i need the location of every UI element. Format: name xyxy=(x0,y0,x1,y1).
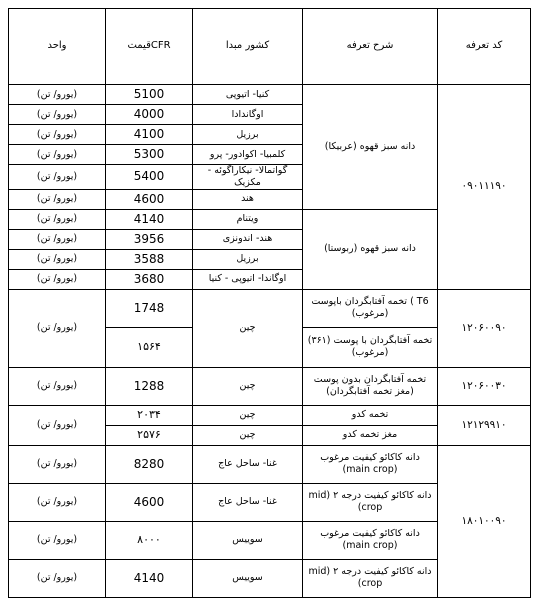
unit-cell: (یورو/ تن) xyxy=(9,229,106,249)
header-tariff-code: کد تعرفه xyxy=(438,9,531,85)
description-cell: دانه کاکائو کیفیت مرغوب (main crop) xyxy=(303,521,438,559)
price-cell: ۱۵۶۴ xyxy=(106,327,193,367)
unit-cell: (یورو/ تن) xyxy=(9,145,106,165)
tariff-code-cell: ۱۸۰۱۰۰۹۰ xyxy=(438,445,531,597)
tariff-code-cell: ۱۲۱۲۹۹۱۰ xyxy=(438,405,531,445)
description-cell: دانه سبز قهوه (عربیکا) xyxy=(303,85,438,210)
description-cell: تخمه آفتابگردان با پوست (۳۶۱) (مرغوب) xyxy=(303,327,438,367)
price-cell: 4600 xyxy=(106,483,193,521)
description-cell: دانه کاکائو کیفیت مرغوب (main crop) xyxy=(303,445,438,483)
price-cell: 3680 xyxy=(106,269,193,289)
origin-cell: هند- اندونزی xyxy=(193,229,303,249)
origin-cell: اوگاندا- اتیوپی - کنیا xyxy=(193,269,303,289)
table-row xyxy=(9,367,531,405)
price-cell: ۸۰۰۰ xyxy=(106,521,193,559)
description-cell: دانه سبز قهوه (ربوستا) xyxy=(303,209,438,289)
origin-cell: چین xyxy=(193,289,303,367)
unit-cell: (یورو/ تن) xyxy=(9,445,106,483)
unit-cell: (یورو/ تن) xyxy=(9,289,106,367)
unit-cell: (یورو/ تن) xyxy=(9,209,106,229)
price-cell: 4140 xyxy=(106,209,193,229)
origin-cell: ویتنام xyxy=(193,209,303,229)
table-row xyxy=(9,405,531,425)
origin-cell: اوگاندادا xyxy=(193,105,303,125)
unit-cell: (یورو/ تن) xyxy=(9,105,106,125)
origin-cell: هند xyxy=(193,189,303,209)
price-cell: 5400 xyxy=(106,165,193,190)
description-cell: دانه کاکائو کیفیت درجه ۲ (mid crop) xyxy=(303,483,438,521)
price-cell: ۲۵۷۶ xyxy=(106,425,193,445)
price-cell: 5100 xyxy=(106,85,193,105)
origin-cell: سوییس xyxy=(193,521,303,559)
price-cell: 3588 xyxy=(106,249,193,269)
price-cell: 8280 xyxy=(106,445,193,483)
price-cell: 1748 xyxy=(106,289,193,327)
header-cfr-price: CFRقیمت xyxy=(106,9,193,85)
header-row xyxy=(9,9,531,85)
price-cell: 1288 xyxy=(106,367,193,405)
origin-cell: چین xyxy=(193,405,303,425)
unit-cell: (یورو/ تن) xyxy=(9,483,106,521)
unit-cell: (یورو/ تن) xyxy=(9,405,106,445)
description-cell: تخمه آفتابگردان بدون پوست (مغز تخمه آفتابگردان) xyxy=(303,367,438,405)
table-row xyxy=(9,445,531,483)
unit-cell: (یورو/ تن) xyxy=(9,269,106,289)
origin-cell: کنیا- اتیوپی xyxy=(193,85,303,105)
origin-cell: برزیل xyxy=(193,125,303,145)
description-cell: تخمه کدو xyxy=(303,405,438,425)
origin-cell: سوییس xyxy=(193,559,303,597)
price-cell: 4100 xyxy=(106,125,193,145)
description-cell: دانه کاکائو کیفیت درجه ۲ (mid crop) xyxy=(303,559,438,597)
table-row xyxy=(9,85,531,105)
description-cell: مغز تخمه کدو xyxy=(303,425,438,445)
header-tariff-description: شرح تعرفه xyxy=(303,9,438,85)
table-row xyxy=(9,289,531,327)
price-cell: 4000 xyxy=(106,105,193,125)
unit-cell: (یورو/ تن) xyxy=(9,367,106,405)
origin-cell: غنا- ساحل عاج xyxy=(193,483,303,521)
price-cell: ۲۰۳۴ xyxy=(106,405,193,425)
origin-cell: برزیل xyxy=(193,249,303,269)
unit-cell: (یورو/ تن) xyxy=(9,249,106,269)
price-cell: 4140 xyxy=(106,559,193,597)
unit-cell: (یورو/ تن) xyxy=(9,85,106,105)
origin-cell: چین xyxy=(193,425,303,445)
price-cell: 5300 xyxy=(106,145,193,165)
header-unit: واحد xyxy=(9,9,106,85)
header-origin-country: کشور مبدا xyxy=(193,9,303,85)
unit-cell: (یورو/ تن) xyxy=(9,189,106,209)
unit-cell: (یورو/ تن) xyxy=(9,559,106,597)
unit-cell: (یورو/ تن) xyxy=(9,125,106,145)
price-cell: 4600 xyxy=(106,189,193,209)
origin-cell: کلمبیا- اکوادور- پرو xyxy=(193,145,303,165)
description-cell: T6 ) تخمه آفتابگردان باپوست (مرغوب) xyxy=(303,289,438,327)
tariff-code-cell: ۱۲۰۶۰۰۳۰ xyxy=(438,367,531,405)
origin-cell: چین xyxy=(193,367,303,405)
price-cell: 3956 xyxy=(106,229,193,249)
unit-cell: (یورو/ تن) xyxy=(9,165,106,190)
tariff-code-cell: ۰۹۰۱۱۱۹۰ xyxy=(438,85,531,290)
tariff-price-table xyxy=(8,8,531,598)
unit-cell: (یورو/ تن) xyxy=(9,521,106,559)
origin-cell: گواتمالا- نیکاراگوئه - مکزیک xyxy=(193,165,303,190)
origin-cell: غنا- ساحل عاج xyxy=(193,445,303,483)
tariff-code-cell: ۱۲۰۶۰۰۹۰ xyxy=(438,289,531,367)
